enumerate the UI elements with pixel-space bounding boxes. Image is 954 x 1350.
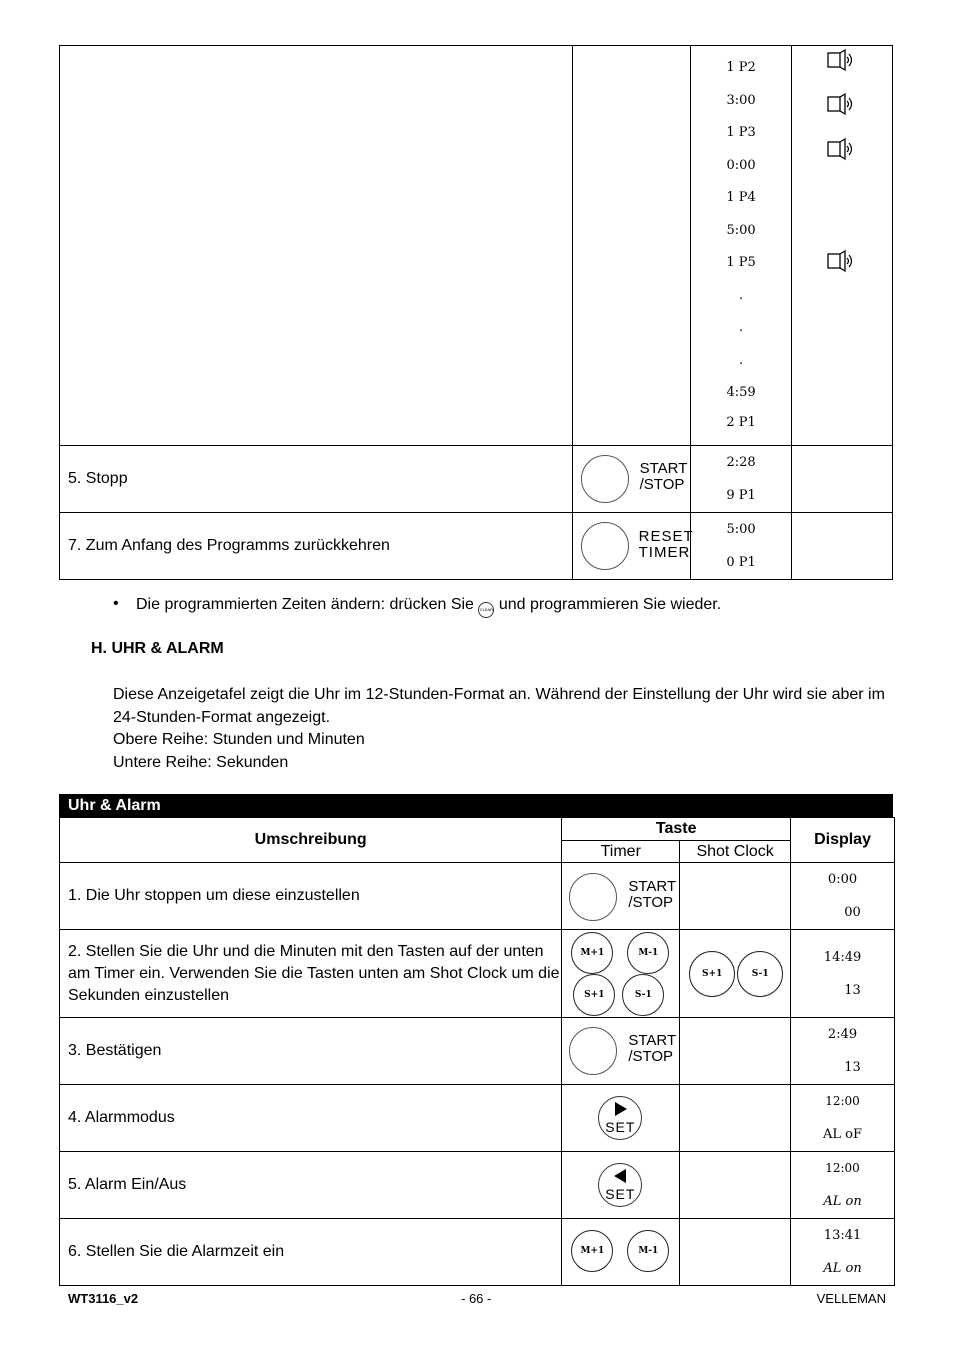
table-row: 5. Stopp START /STOP 2:28 9 P1 (60, 446, 893, 513)
display-readout: 14:49 13 (791, 930, 895, 1018)
table-row: 3. Bestätigen START /STOP 2:49 13 (60, 1018, 895, 1085)
table-row (60, 1152, 895, 1219)
header-description: Umschreibung (60, 818, 562, 863)
table-row (60, 930, 895, 1018)
row-description: 6. Stellen Sie die Alarmzeit ein (60, 1219, 562, 1286)
footer-brand: VELLEMAN (816, 1291, 886, 1306)
minute-minus-button[interactable]: M-1 (627, 932, 669, 974)
footer-model: WT3116_v2 (68, 1291, 139, 1306)
header-timer: Timer (562, 841, 680, 863)
display-readout: 2:49 13 (791, 1018, 895, 1085)
set-forward-button[interactable]: SET (598, 1096, 642, 1140)
row-description: 5. Stopp (60, 446, 573, 513)
second-plus-button[interactable]: S+1 (573, 974, 615, 1016)
start-stop-button[interactable] (569, 873, 617, 921)
header-taste: Taste (562, 818, 791, 841)
section-paragraph: Diese Anzeigetafel zeigt die Uhr im 12-Stunden-Format an. Während der Einstellung der Uhr wird sie aber im 24-Stunden-Format angezeigt. Obere Reihe: Stunden und Minuten Untere Reihe: Sekunden (113, 686, 885, 771)
display-readout: 2:28 9 P1 (691, 446, 792, 513)
start-stop-button[interactable] (581, 455, 629, 503)
display-readout: 12:00 AL on (791, 1152, 895, 1219)
row-description: 7. Zum Anfang des Programms zurückkehren (60, 513, 573, 580)
shot-clock-second-minus-button[interactable]: S-1 (737, 951, 783, 997)
table-row (60, 1085, 895, 1152)
row-description: 3. Bestätigen (60, 1018, 562, 1085)
display-readout: 1 P2 3:00 1 P3 0:00 1 P4 5:00 1 P5 . . . 4:59 2 P1 (691, 46, 792, 446)
minute-plus-button[interactable]: M+1 (571, 1230, 613, 1272)
display-readout: 5:00 0 P1 (691, 513, 792, 580)
row-description: 1. Die Uhr stoppen um diese einzustellen (60, 863, 562, 930)
play-right-icon (615, 1102, 627, 1116)
row-description: 2. Stellen Sie die Uhr und die Minuten mit den Tasten auf der unten am Timer ein. Verwenden Sie die Tasten unten am Shot Clock um die Sekunden einzustellen (60, 930, 562, 1018)
speaker-icon (828, 251, 852, 271)
speaker-icon (828, 94, 852, 114)
reset-timer-button[interactable] (581, 522, 629, 570)
table-row (60, 46, 893, 446)
clear-button-icon: CLEAR (478, 602, 494, 618)
minute-minus-button[interactable]: M-1 (627, 1230, 669, 1272)
set-back-button[interactable]: SET (598, 1163, 642, 1207)
row-description: 4. Alarmmodus (60, 1085, 562, 1152)
table-row (60, 1219, 895, 1286)
row-description: 5. Alarm Ein/Aus (60, 1152, 562, 1219)
display-readout: 12:00 AL oF (791, 1085, 895, 1152)
header-shot-clock: Shot Clock (680, 841, 791, 863)
header-display: Display (791, 818, 895, 863)
speaker-icon (828, 50, 852, 70)
section-heading: H. UHR & ALARM (91, 640, 224, 657)
clock-alarm-table (59, 817, 895, 1286)
table-title: Uhr & Alarm (59, 794, 893, 817)
program-table (59, 45, 893, 580)
footer-page-number: - 66 - (461, 1291, 492, 1306)
minute-plus-button[interactable]: M+1 (571, 932, 613, 974)
shot-clock-second-plus-button[interactable]: S+1 (689, 951, 735, 997)
table-row: 1. Die Uhr stoppen um diese einzustellen START /STOP 0:00 00 (60, 863, 895, 930)
display-readout: 0:00 00 (791, 863, 895, 930)
second-minus-button[interactable]: S-1 (622, 974, 664, 1016)
start-stop-button[interactable] (569, 1027, 617, 1075)
table-row: 7. Zum Anfang des Programms zurückkehren RESET TIMER 5:00 0 P1 (60, 513, 893, 580)
speaker-icon (828, 139, 852, 159)
display-readout: 13:41 AL on (791, 1219, 895, 1286)
play-left-icon (614, 1169, 626, 1183)
speaker-icons (792, 46, 892, 440)
